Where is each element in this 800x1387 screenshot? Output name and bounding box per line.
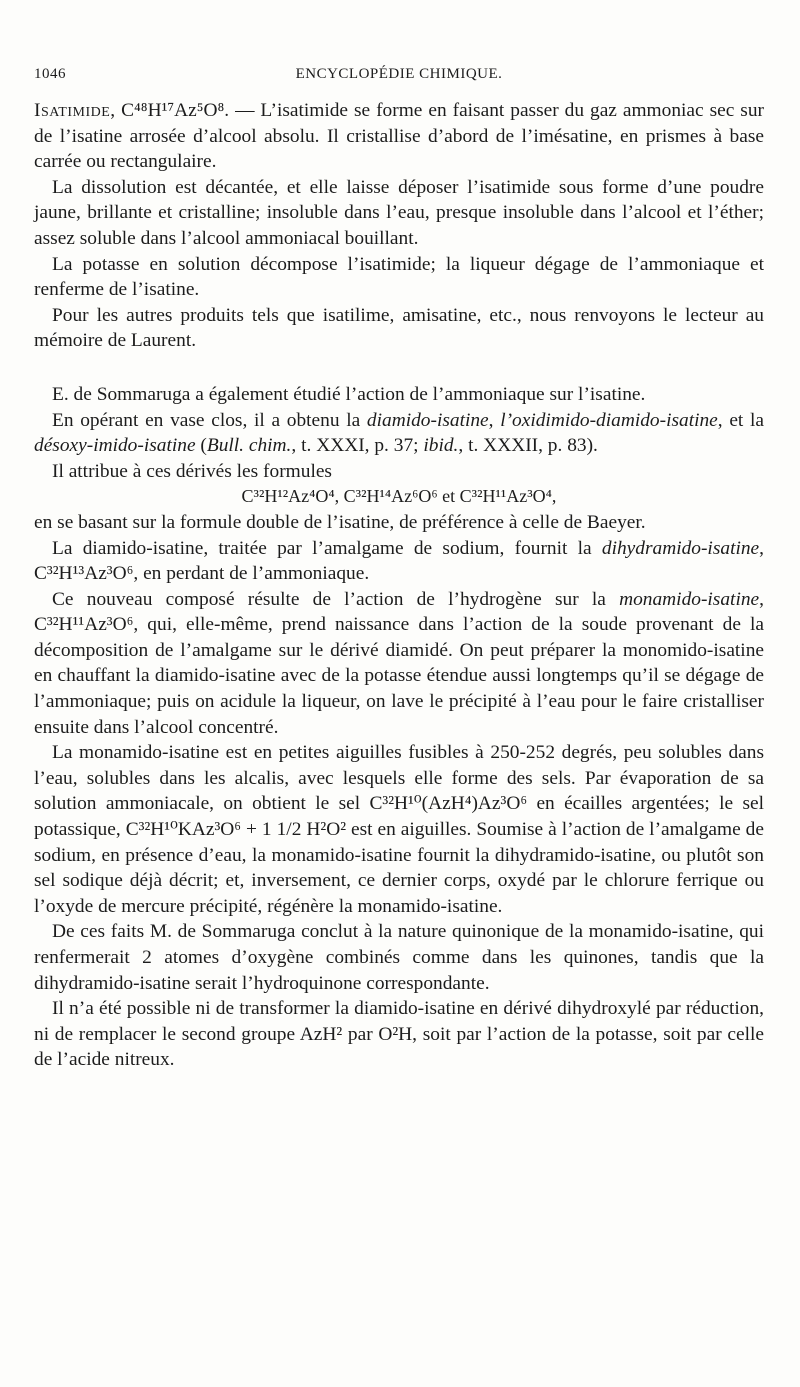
paragraph-attribue: Il attribue à ces dérivés les formules (52, 460, 332, 482)
paragraph-quinonique: De ces faits M. de Sommaruga conclut à la nature quinonique de la monamido-isatine, qui renfermerait 2 atomes d’oxygène combinés comme dans les quinones, tandis que la dihydramido-isatine serait l’hydroquinone correspondante. (34, 921, 764, 994)
paragraph-monamido: Ce nouveau composé résulte de l’action de l’hydrogène sur la monamido-isatine, C³²H¹¹Az³O⁶, qui, elle-même, prend naissance dans l’action de la soude provenant de la décomposition de l’amalgame sur le dérivé diamidé. On peut préparer la monomido-isatine en chauffant la diamido-isatine avec de la potasse étendue aussi longtemps qu’il se dégage de l’ammoniaque; puis on acidule la liqueur, on lave le précipité à l’eau pour le faire cristalliser ensuite dans l’alcool concentré. (34, 588, 764, 738)
paragraph-reduction: Il n’a été possible ni de transformer la diamido-isatine en dérivé dihydroxylé par réduction, ni de remplacer le second groupe AzH² par O²H, soit par l’action de la potasse, soit par celle de l’acide nitreux. (34, 998, 764, 1071)
paragraph-autres-produits: Pour les autres produits tels que isatilime, amisatine, etc., nous renvoyons le lecteur au mémoire de Laurent. (34, 304, 764, 352)
page-number: 1046 (34, 66, 66, 82)
formula-line: C³²H¹²Az⁴O⁴, C³²H¹⁴Az⁶O⁶ et C³²H¹¹Az³O⁴, (241, 486, 557, 507)
paragraph-derives: En opérant en vase clos, il a obtenu la diamido-isatine, l’oxidimido-diamido-isatine, et la désoxy-imido-isatine (Bull. chim., t. XXXI, p. 37; ibid., t. XXXII, p. 83). (34, 409, 765, 457)
paragraph-aiguilles: La monamido-isatine est en petites aiguilles fusibles à 250-252 degrés, peu solubles dans l’eau, solubles dans les alcalis, avec lesquels elle forme des sels. Par évaporation de sa solution ammoniacale, on obtient le sel C³²H¹⁰(AzH⁴)Az³O⁶ en écailles argentées; le sel potassique, C³²H¹⁰KAz³O⁶ + 1 1/2 H²O² est en aiguilles. Soumise à l’action de l’amalgame de sodium, en présence d’eau, la monamido-isatine fournit la dihydramido-isatine, ou plutôt son sel sodique déjà décrit; et, inversement, ce dernier corps, oxydé par le chlorure ferrique ou l’oxyde de mercure précipité, régénère la monamido-isatine. (34, 742, 764, 917)
body-text (34, 98, 764, 1073)
paragraph-diamido: La diamido-isatine, traitée par l’amalgame de sodium, fournit la dihydramido-isatine, C³²H¹³Az³O⁶, en perdant de l’ammoniaque. (34, 537, 764, 585)
paragraph-dissolution: La dissolution est décantée, et elle laisse déposer l’isatimide sous forme d’une poudre jaune, brillante et cristalline; insoluble dans l’eau, presque insoluble dans l’alcool et l’éther; assez soluble dans l’alcool ammoniacal bouillant. (34, 176, 764, 249)
paragraph-sommaruga: E. de Sommaruga a également étudié l’action de l’ammoniaque sur l’isatine. (52, 383, 646, 405)
running-title: ENCYCLOPÉDIE CHIMIQUE. (295, 66, 503, 82)
paragraph-isatimide: Isatimide, C⁴⁸H¹⁷Az⁵O⁸. — L’isatimide se forme en faisant passer du gaz ammoniac sec sur de l’isatine arrosée d’alcool absolu. Il cristallise d’abord de l’imésatine, en prismes à base carrée ou rectangulaire. (34, 100, 764, 173)
entry-heading: Isatimide (34, 100, 111, 121)
section-gap (34, 354, 764, 382)
paragraph-potasse: La potasse en solution décompose l’isatimide; la liqueur dégage de l’ammoniaque et renferme de l’isatine. (34, 253, 764, 301)
isatimide-formula: C⁴⁸H¹⁷Az⁵O⁸ (121, 100, 225, 121)
paragraph-baeyer: en se basant sur la formule double de l’isatine, de préférence à celle de Baeyer. (34, 511, 646, 533)
